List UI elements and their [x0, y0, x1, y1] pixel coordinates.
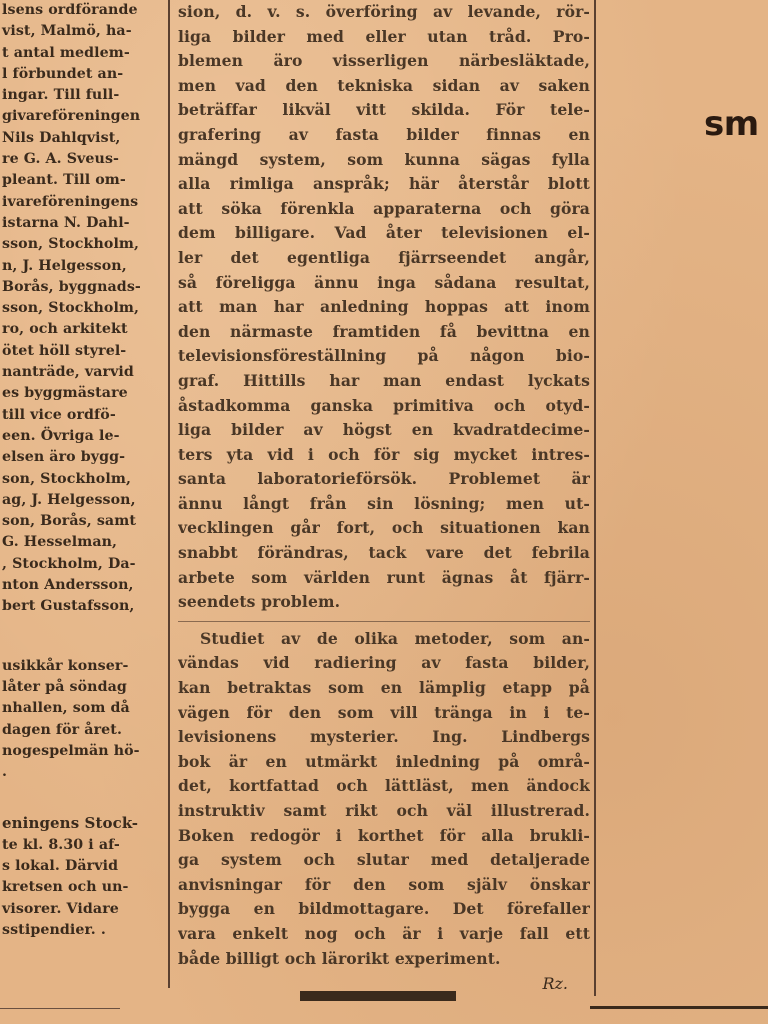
bottom-rule-left	[0, 1008, 120, 1009]
text-line: te kl. 8.30 i af-	[2, 836, 120, 853]
text-line: santa laboratorieförsök. Problemet är	[178, 469, 590, 489]
text-line: kretsen och un-	[2, 879, 129, 896]
left-block-2	[0, 656, 166, 784]
text-line: alla rimliga anspråk; här återstår blott	[178, 174, 590, 194]
text-line: att söka förenkla apparaterna och göra	[178, 198, 590, 218]
paragraph-divider	[178, 621, 590, 623]
text-line: anvisningar för den som själv önskar	[178, 874, 590, 894]
text-line: sion, d. v. s. överföring av levande, rör-	[178, 2, 590, 21]
text-line: ga system och slutar med detaljerade	[178, 850, 590, 870]
text-line: vändas vid radiering av fasta bilder,	[178, 653, 590, 673]
article-signature: Rz.	[542, 974, 568, 994]
text-line: det, kortfattad och lättläst, men ändock	[178, 776, 590, 796]
right-column	[604, 0, 768, 1000]
text-line: sson, Stockholm,	[2, 236, 140, 253]
text-line: Studiet av de olika metoder, som an-	[200, 628, 590, 648]
text-line: Borås, byggnads-	[2, 278, 141, 295]
text-line: vara enkelt nog och är i varje fall ett	[178, 923, 590, 943]
text-line: seendets problem.	[178, 592, 341, 612]
article-paragraph-1	[178, 0, 590, 615]
text-line: ters yta vid i och för sig mycket intres-	[178, 444, 590, 464]
text-line: dagen för året.	[2, 721, 122, 738]
text-line: elsen äro bygg-	[2, 449, 126, 466]
text-line: arbete som världen runt ägnas åt fjärr-	[178, 567, 590, 587]
left-column	[0, 0, 166, 1000]
text-line: snabbt förändras, tack vare det febrila	[178, 543, 590, 563]
text-line: sstipendier. .	[2, 921, 106, 938]
text-line: s lokal. Därvid	[2, 857, 119, 874]
text-line: vist, Malmö, ha-	[2, 23, 132, 40]
text-line: vägen för den som vill tränga in i te-	[178, 702, 590, 722]
text-line: usikkår konser-	[2, 657, 129, 674]
text-line: , Stockholm, Da-	[2, 555, 136, 572]
text-line: beträffar likväl vitt skilda. För tele-	[178, 100, 590, 120]
text-line: att man har anledning hoppas att inom	[178, 297, 590, 317]
text-line: G. Hesselman,	[2, 534, 118, 551]
text-line: bok är en utmärkt inledning på områ-	[178, 751, 590, 771]
text-line: istarna N. Dahl-	[2, 214, 130, 231]
text-line: till vice ordfö-	[2, 406, 116, 423]
text-line: åstadkomma ganska primitiva och otyd-	[178, 395, 590, 415]
left-block-1	[0, 0, 166, 618]
text-line: bygga en bildmottagare. Det förefaller	[178, 899, 590, 919]
text-line: levisionens mysterier. Ing. Lindbergs	[178, 727, 590, 747]
text-line: blemen äro visserligen närbesläktade,	[178, 51, 590, 71]
text-line: pleant. Till om-	[2, 172, 126, 189]
text-line: ötet höll styrel-	[2, 342, 127, 359]
text-line: l förbundet an-	[2, 65, 124, 82]
text-line: dem billigare. Vad åter televisionen el-	[178, 223, 590, 243]
text-line: ivareföreningens	[2, 193, 139, 210]
text-line: den närmaste framtiden få bevittna en	[178, 321, 590, 341]
left-block-3-heading: eningens Stock-	[2, 814, 139, 833]
text-line: ag, J. Helgesson,	[2, 491, 136, 508]
text-line: son, Borås, samt	[2, 513, 136, 530]
text-line: nton Andersson,	[2, 577, 134, 594]
text-line: nogespelmän hö-	[2, 742, 140, 759]
text-line: givareföreningen	[2, 108, 141, 125]
text-line: instruktiv samt rikt och väl illustrerad.	[178, 801, 590, 820]
text-line: ler det egentliga fjärrseendet angår,	[178, 247, 590, 267]
text-line: mängd system, som kunna sägas fylla	[178, 149, 590, 169]
text-line: ro, och arkitekt	[2, 321, 128, 338]
text-line: låter på söndag	[2, 678, 127, 695]
text-line: es byggmästare	[2, 385, 128, 402]
text-line: graf. Hittills har man endast lyckats	[178, 370, 590, 390]
left-block-3	[0, 835, 166, 941]
column-rule-left	[168, 0, 170, 988]
bottom-rule-right	[590, 1006, 768, 1009]
text-line: re G. A. Sveus-	[2, 151, 120, 168]
text-line: ännu långt från sin lösning; men ut-	[178, 493, 590, 513]
text-line: Boken redogör i korthet för alla brukli-	[178, 825, 590, 845]
text-line: men vad den tekniska sidan av saken	[178, 75, 590, 95]
text-line: n, J. Helgesson,	[2, 257, 127, 274]
paragraph-gap	[0, 618, 166, 656]
column-rule-right	[594, 0, 596, 996]
text-line: televisionsföreställning på någon bio-	[178, 346, 590, 366]
middle-column	[178, 0, 590, 1000]
text-line: vecklingen går fort, och situationen kan	[178, 518, 590, 538]
text-line: liga bilder av högst en kvadratdecime-	[178, 420, 590, 440]
text-line: så föreligga ännu inga sådana resultat,	[178, 272, 590, 292]
text-line: liga bilder med eller utan tråd. Pro-	[178, 26, 590, 46]
text-line: een. Övriga le-	[2, 427, 120, 444]
paragraph-gap	[0, 783, 166, 813]
text-line: Nils Dahlqvist,	[2, 129, 121, 146]
text-line: ingar. Till full-	[2, 87, 120, 104]
text-line: kan betraktas som en lämplig etapp på	[178, 678, 590, 698]
text-line: visorer. Vidare	[2, 900, 119, 917]
text-line: både billigt och lärorikt experiment.	[178, 948, 501, 968]
text-line: .	[2, 764, 8, 781]
bottom-column-bar	[300, 991, 456, 1001]
text-line: grafering av fasta bilder finnas en	[178, 124, 590, 144]
article-paragraph-2	[178, 627, 590, 971]
text-line: son, Stockholm,	[2, 470, 131, 487]
headline-fragment: sm	[704, 104, 759, 144]
text-line: t antal medlem-	[2, 44, 130, 61]
text-line: bert Gustafsson,	[2, 598, 135, 615]
text-line: lsens ordförande	[2, 2, 138, 18]
text-line: nhallen, som då	[2, 700, 130, 717]
text-line: sson, Stockholm,	[2, 300, 140, 317]
text-line: nanträde, varvid	[2, 364, 134, 381]
